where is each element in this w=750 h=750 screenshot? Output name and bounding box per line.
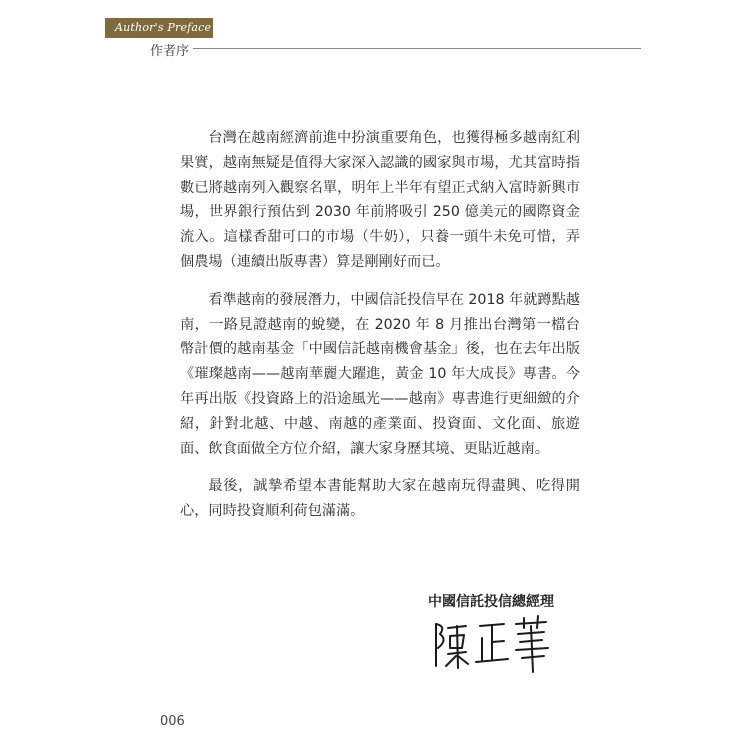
page-number: 006 (160, 714, 185, 729)
paragraph-1: 台灣在越南經濟前進中扮演重要角色，也獲得極多越南紅利果實，越南無疑是值得大家深入認識的國家與市場，尤其富時指數已將越南列入觀察名單，明年上半年有望正式納入富時新興市場，世界銀行預估到 2030 年前將吸引 250 億美元的國際資金流入。這樣香甜可口的市場（牛奶），只養一頭牛未免可惜，弄個農場（連續出版專書）算是剛剛好而已。 (180, 130, 580, 270)
handwritten-signature (400, 606, 560, 676)
section-subtitle: 作者序 (150, 44, 190, 59)
paragraph-2: 看準越南的發展潛力，中國信託投信早在 2018 年就蹲點越南，一路見證越南的蛻變，在 2020 年 8 月推出台灣第一檔台幣計價的越南基金「中國信託越南機會基金」後，也在去年出版《璀璨越南——越南華麗大躍進，黃金 10 年大成長》專書。今年再出版《投資路上的沿途風光——越南》專書進行更細緻的介紹，針對北越、中越、南越的產業面、投資面、文化面、旅遊面、飲食面做全方位介紹，讓大家身歷其境、更貼近越南。 (180, 291, 580, 457)
paragraph-3: 最後，誠摯希望本書能幫助大家在越南玩得盡興、吃得開心，同時投資順利荷包滿滿。 (180, 478, 580, 520)
header-divider (193, 48, 641, 49)
signature-title: 中國信託投信總經理 (428, 594, 554, 610)
header-tab: Author's Preface (105, 18, 213, 38)
preface-body (180, 126, 580, 537)
